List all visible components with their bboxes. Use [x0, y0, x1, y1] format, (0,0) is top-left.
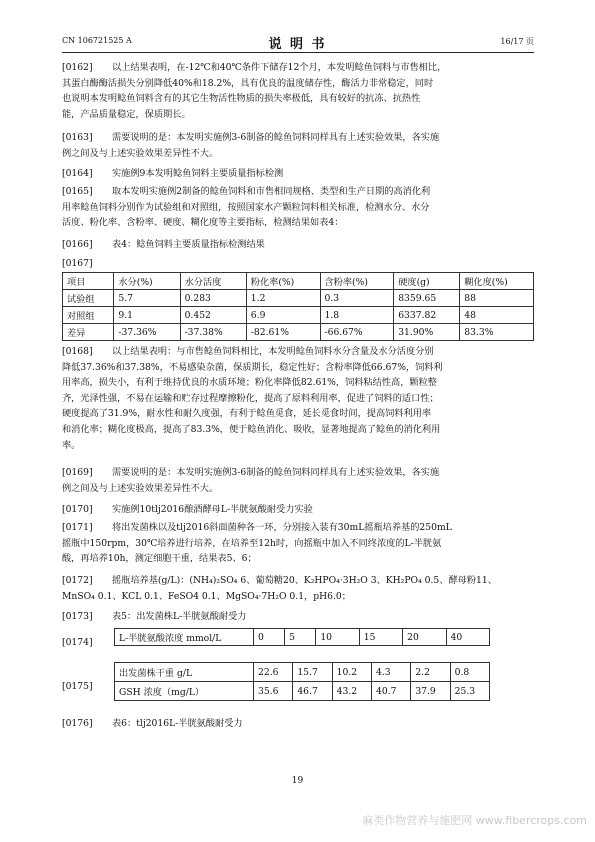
para-line: 酸，再培养10h，测定细胞干重，结果表5、6；: [62, 553, 257, 565]
table-caption: 表4：鲶鱼饲料主要质量指标检测结果: [112, 239, 265, 250]
table-cell: 46.7: [293, 682, 332, 701]
para-number: [0175]: [62, 681, 93, 692]
page-number: 19: [291, 776, 304, 786]
paragraph-0173: [62, 609, 534, 625]
header-rule: [62, 52, 534, 53]
table-cell: 20: [403, 629, 446, 646]
para-line: 活度、粉化率、含粉率、硬度、糊化度等主要指标，检测结果如表4：: [62, 217, 344, 229]
table-cell: GSH 浓度（mg/L）: [115, 682, 254, 701]
table-cell: 1.8: [320, 307, 394, 324]
para-number: [0168]: [62, 346, 93, 357]
table-cell: 35.6: [254, 682, 293, 701]
paragraph-0172: [62, 573, 534, 604]
table-cell: 15: [359, 629, 402, 646]
table-row: [115, 629, 490, 646]
table-cell: 0.283: [180, 290, 246, 307]
para-line: 也说明本发明鲶鱼饲料含有的其它生物活性物质的损失率极低，具有较好的抗冻、抗热性: [62, 93, 421, 105]
table-cell: 15.7: [293, 663, 332, 682]
para-line: 硬度提高了31.9%，耐水性和耐久度强，有利于鲶鱼觅食，延长觅食时间，提高饲料利用率: [62, 408, 432, 420]
para-number: [0171]: [62, 522, 93, 533]
table-5-results: [114, 662, 490, 701]
table-cell: 0.8: [450, 663, 489, 682]
table-cell: 25.3: [450, 682, 489, 701]
table-cell: 8359.65: [394, 290, 460, 307]
table-cell: 试验组: [63, 290, 114, 307]
para-number: [0162]: [62, 62, 93, 73]
para-line: 齐，光泽性强，不易在运输和贮存过程摩擦粉化，提高了原料利用率，促进了饲料的适口性；: [62, 392, 439, 404]
table-cell: 40: [446, 629, 489, 646]
para-number: [0163]: [62, 132, 93, 143]
table-cell: 10: [316, 629, 359, 646]
table-cell: 0: [254, 629, 285, 646]
para-line: 需要说明的是：本发明实施例3-6制备的鲶鱼饲料同样具有上述实验效果，各实施: [112, 467, 440, 478]
para-line: 降低37.36%和37.38%，不易感染杂菌，保质期长，稳定性好；含粉率降低66.67%，饲料利: [62, 361, 443, 373]
table-cell: 0.3: [320, 290, 394, 307]
table-row: [115, 682, 490, 701]
table-cell: 5: [285, 629, 316, 646]
table-caption: 表5：出发菌株L-半胱氨酸耐受力: [112, 611, 247, 622]
para-number: [0166]: [62, 239, 93, 250]
paragraph-0176: [62, 716, 534, 732]
table-cell: 10.2: [332, 663, 371, 682]
para-number: [0176]: [62, 718, 93, 729]
table-cell: 0.452: [180, 307, 246, 324]
table-row: [63, 307, 534, 324]
table-cell: 88: [460, 290, 534, 307]
table-cell: 37.9: [411, 682, 450, 701]
para-line: 摇瓶中150rpm，30℃培养进行培养，在培养至12h时，向摇瓶中加入不同终浓度的L-半胱氨: [62, 537, 442, 549]
para-number: [0165]: [62, 186, 93, 197]
table-4: [62, 272, 534, 341]
para-number: [0167]: [62, 258, 93, 269]
para-line: 需要说明的是：本发明实施例3-6制备的鲶鱼饲料同样具有上述实验效果，各实施: [112, 132, 440, 143]
paragraph-0163: [62, 130, 534, 161]
paragraph-0170: [62, 502, 534, 518]
para-line: 率。: [62, 439, 81, 451]
para-line: 将出发菌株以及tlj2016斜面菌种各一环，分别接入装有30mL摇瓶培养基的250mL: [112, 522, 452, 533]
table-cell: 对照组: [63, 307, 114, 324]
para-line: 例之间及与上述实验效果差异性不大。: [62, 482, 219, 494]
para-line: 摇瓶培养基(g/L)：(NH₄)₂SO₄ 6、葡萄糖20、K₂HPO₄·3H₂O 3、KH₂PO₄ 0.5、酵母粉11、: [112, 575, 497, 586]
paragraph-0164: [62, 166, 534, 182]
table-header-row: [63, 273, 534, 290]
table-cell: 40.7: [371, 682, 410, 701]
para-number: [0173]: [62, 611, 93, 622]
para-line: 例之间及与上述实验效果差异性不大。: [62, 147, 219, 159]
para-number: [0170]: [62, 504, 93, 515]
section-heading: 实施例9本发明鲶鱼饲料主要质量指标检测: [112, 168, 284, 179]
table-cell: 83.3%: [460, 324, 534, 341]
paragraph-0169: [62, 465, 534, 496]
table-cell: 9.1: [114, 307, 180, 324]
table-cell: 31.90%: [394, 324, 460, 341]
watermark: 麻类作物营养与施肥网 www.fibercrops.com: [362, 814, 587, 827]
para-number: [0164]: [62, 168, 93, 179]
table-cell: 2.2: [411, 663, 450, 682]
para-line: 以上结果表明：与市售鲶鱼饲料相比，本发明鲶鱼饲料水分含量及水分活度分别: [112, 346, 434, 357]
para-line: 其蛋白酶酶活损失分别降低40%和18.2%，具有优良的温度储存性，酶活力非常稳定，同时: [62, 77, 434, 89]
para-line: 用率鲶鱼饲料分别作为试验组和对照组，按照国家水产颗粒饲料相关标准，检测水分、水分: [62, 201, 430, 213]
para-line: 用率高，损失小，有利于维持优良的水质环境；粉化率降低82.61%，饲料粘结性高，颗粒整: [62, 377, 437, 389]
table-header-cell: 项目: [63, 273, 114, 290]
para-line: 能，产品质量稳定，保质期长。: [62, 108, 191, 120]
para-number: [0174]: [62, 637, 93, 648]
paragraph-0168: [62, 344, 534, 453]
para-line: MnSO₄ 0.1、KCL 0.1、FeSO4 0.1、MgSO₄·7H₂O 0.1，pH6.0；: [62, 590, 351, 602]
paragraph-0166: [62, 237, 534, 253]
table-cell: 6337.82: [394, 307, 460, 324]
paragraph-0162: [62, 60, 534, 122]
table-cell: 4.3: [371, 663, 410, 682]
table-cell: 48: [460, 307, 534, 324]
table-row: [115, 663, 490, 682]
table-cell: -37.38%: [180, 324, 246, 341]
table-cell: -37.36%: [114, 324, 180, 341]
table-header-cell: 硬度(g): [394, 273, 460, 290]
para-line: 以上结果表明，在-12℃和40℃条件下储存12个月，本发明鲶鱼饲料与市售相比，: [112, 62, 447, 73]
doc-number: CN 106721525 A: [62, 36, 132, 45]
page-label: 16/17 页: [500, 37, 534, 46]
para-number: [0169]: [62, 467, 93, 478]
table-cell: -66.67%: [320, 324, 394, 341]
table-row: [63, 290, 534, 307]
table-cell: 43.2: [332, 682, 371, 701]
doc-title: 说 明 书: [268, 37, 327, 52]
para-number: [0172]: [62, 575, 93, 586]
table-cell: 出发菌株干重 g/L: [115, 663, 254, 682]
table-header-cell: L-半胱氨酸浓度 mmol/L: [115, 629, 254, 646]
table-header-cell: 含粉率(%): [320, 273, 394, 290]
paragraph-0171: [62, 520, 534, 567]
table-cell: 5.7: [114, 290, 180, 307]
table-header-cell: 水分(%): [114, 273, 180, 290]
table-cell: 22.6: [254, 663, 293, 682]
paragraph-0165: [62, 184, 534, 231]
table-header-cell: 粉化率(%): [246, 273, 320, 290]
table-caption: 表6：tlj2016L-半胱氨酸耐受力: [112, 718, 243, 729]
table-row: [63, 324, 534, 341]
table-header-cell: 糊化度(%): [460, 273, 534, 290]
table-cell: 1.2: [246, 290, 320, 307]
table-cell: -82.61%: [246, 324, 320, 341]
para-line: 取本发明实施例2制备的鲶鱼饲料和市售相同规格、类型和生产日期的高消化利: [112, 186, 431, 197]
para-line: 和消化率；糊化度极高，提高了83.3%，便于鲶鱼消化、吸收，显著地提高了鲶鱼的消化利用: [62, 423, 441, 435]
table-cell: 6.9: [246, 307, 320, 324]
paragraph-0167: [62, 256, 534, 272]
table-5-concentration: [114, 628, 490, 646]
table-cell: 差异: [63, 324, 114, 341]
table-header-cell: 水分活度: [180, 273, 246, 290]
section-heading: 实施例10tlj2016酿酒酵母L-半胱氨酸耐受力实验: [112, 504, 313, 515]
